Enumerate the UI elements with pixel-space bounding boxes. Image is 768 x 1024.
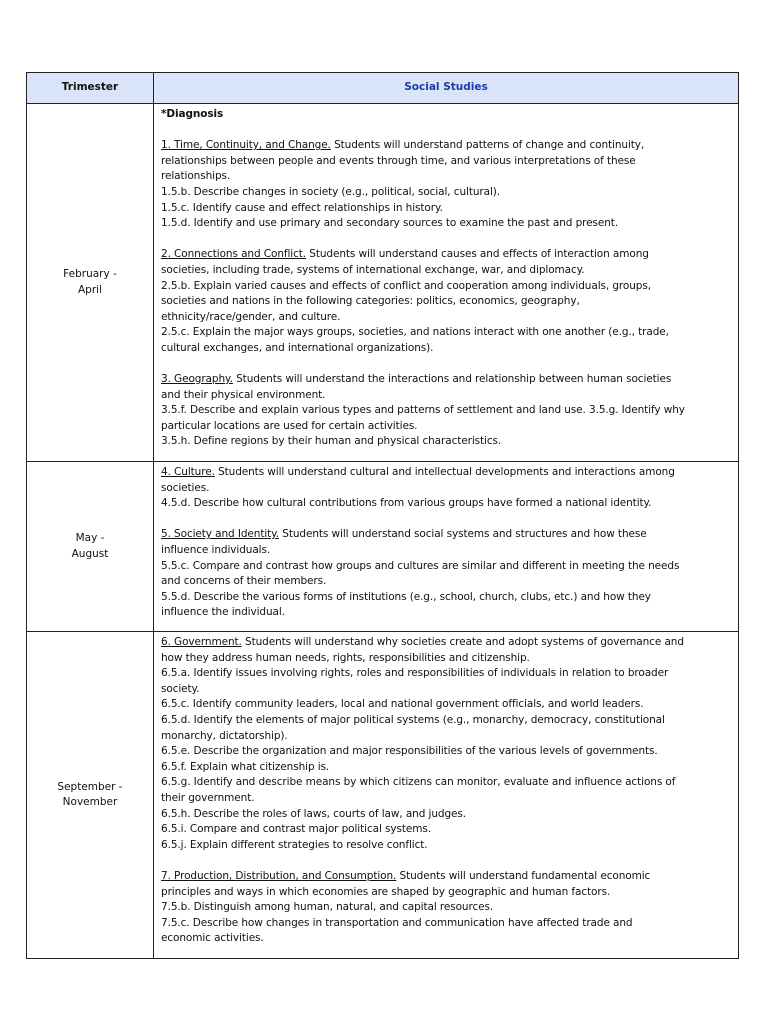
standards-cell [154,462,738,631]
standard-3: 3. Geography. Students will understand the interactions and relationship between human societies [161,373,672,386]
standard-item: 6.5.d. Identify the elements of major political systems (e.g., monarchy, democracy, constitutional [161,713,665,726]
standard-title: 3. Geography. [161,373,233,386]
standard-item: 3.5.f. Describe and explain various types and patterns of settlement and land use. 3.5.g. Identify why [161,404,685,417]
standard-1: 1. Time, Continuity, and Change. Students will understand patterns of change and continuity, [161,139,645,152]
standard-item: 6.5.i. Compare and contrast major political systems. [161,823,431,836]
standard-item: 6.5.e. Describe the organization and major responsibilities of the various levels of governments. [161,745,658,758]
period-label: April [78,283,102,296]
standard-title: 1. Time, Continuity, and Change. [161,139,331,152]
standard-item: 6.5.c. Identify community leaders, local and national government officials, and world leaders. [161,698,644,711]
standard-7: 7. Production, Distribution, and Consumption. Students will understand fundamental economic [161,869,651,882]
standard-4: 4. Culture. Students will understand cultural and intellectual developments and interactions among [161,466,675,478]
standard-text: relationships between people and events through time, and various interpretations of these [161,154,636,167]
standard-item: influence the individual. [161,606,285,619]
standards-cell [154,632,738,958]
standard-item: 1.5.d. Identify and use primary and secondary sources to examine the past and present. [161,217,619,230]
standard-item: 6.5.f. Explain what citizenship is. [161,760,330,773]
standard-item: 6.5.a. Identify issues involving rights, roles and responsibilities of individuals in relation to broader [161,667,669,680]
curriculum-table [26,72,739,959]
standard-6: 6. Government. Students will understand why societies create and adopt systems of governance and [161,636,684,648]
table-row [27,103,738,461]
standard-item: their government. [161,791,255,804]
trimester-cell [27,632,154,958]
table-row [27,461,738,631]
standard-item: ethnicity/race/gender, and culture. [161,310,341,323]
standard-text: how they address human needs, rights, responsibilities and citizenship. [161,651,530,664]
standard-item: economic activities. [161,932,264,945]
standard-2: 2. Connections and Conflict. Students will understand causes and effects of interaction among [161,248,649,261]
standard-text: relationships. [161,170,231,183]
standard-title: 6. Government. [161,636,242,648]
standard-title: 5. Society and Identity. [161,528,280,541]
standard-item: 5.5.c. Compare and contrast how groups and cultures are similar and different in meeting the needs [161,559,680,572]
standard-text: societies, including trade, systems of international exchange, war, and diplomacy. [161,263,585,276]
standard-item: particular locations are used for certain activities. [161,419,418,432]
standard-item: 2.5.c. Explain the major ways groups, societies, and nations interact with one another (e.g., trade, [161,326,669,339]
standards-cell [154,104,738,461]
diagnosis-label: *Diagnosis [161,108,224,120]
standard-title: 7. Production, Distribution, and Consumption. [161,869,397,882]
standard-item: 7.5.b. Distinguish among human, natural, and capital resources. [161,901,494,914]
table-header-row [27,73,738,103]
standard-text: principles and ways in which economies are shaped by geographic and human factors. [161,885,611,898]
standard-item: society. [161,682,200,695]
period-label: February - [63,268,117,280]
standard-item: 1.5.b. Describe changes in society (e.g., political, social, cultural). [161,185,500,198]
standard-item: and concerns of their members. [161,575,327,588]
period-label: August [71,547,109,560]
standard-item: 2.5.b. Explain varied causes and effects of conflict and cooperation among individuals, groups, [161,279,651,292]
standard-item: 6.5.h. Describe the roles of laws, courts of law, and judges. [161,807,466,820]
trimester-cell [27,104,154,461]
standard-text: influence individuals. [161,543,271,556]
standard-item: cultural exchanges, and international organizations). [161,341,434,354]
table-row [27,631,738,958]
standard-item: 1.5.c. Identify cause and effect relationships in history. [161,201,443,214]
standard-item: societies and nations in the following categories: politics, economics, geography, [161,295,580,308]
standard-title: 4. Culture. [161,466,215,478]
standard-item: 7.5.c. Describe how changes in transportation and communication have affected trade and [161,916,633,929]
standard-item: 3.5.h. Define regions by their human and physical characteristics. [161,435,502,448]
trimester-cell [27,462,154,631]
standard-text: and their physical environment. [161,388,326,401]
period-label: November [62,796,118,808]
header-social-studies: Social Studies [404,81,488,94]
standard-text: societies. [161,481,210,494]
standard-5: 5. Society and Identity. Students will understand social systems and structures and how these [161,528,647,541]
standard-title: 2. Connections and Conflict. [161,248,307,261]
header-trimester: Trimester [27,73,154,103]
period-label: May - [75,532,105,544]
standard-item: 5.5.d. Describe the various forms of institutions (e.g., school, church, clubs, etc.) and how they [161,590,651,603]
standard-item: monarchy, dictatorship). [161,729,288,742]
standard-item: 4.5.d. Describe how cultural contributions from various groups have formed a national identity. [161,497,652,510]
period-label: September - [57,780,123,793]
standard-item: 6.5.g. Identify and describe means by which citizens can monitor, evaluate and influence actions of [161,776,676,789]
standard-item: 6.5.j. Explain different strategies to resolve conflict. [161,838,428,851]
